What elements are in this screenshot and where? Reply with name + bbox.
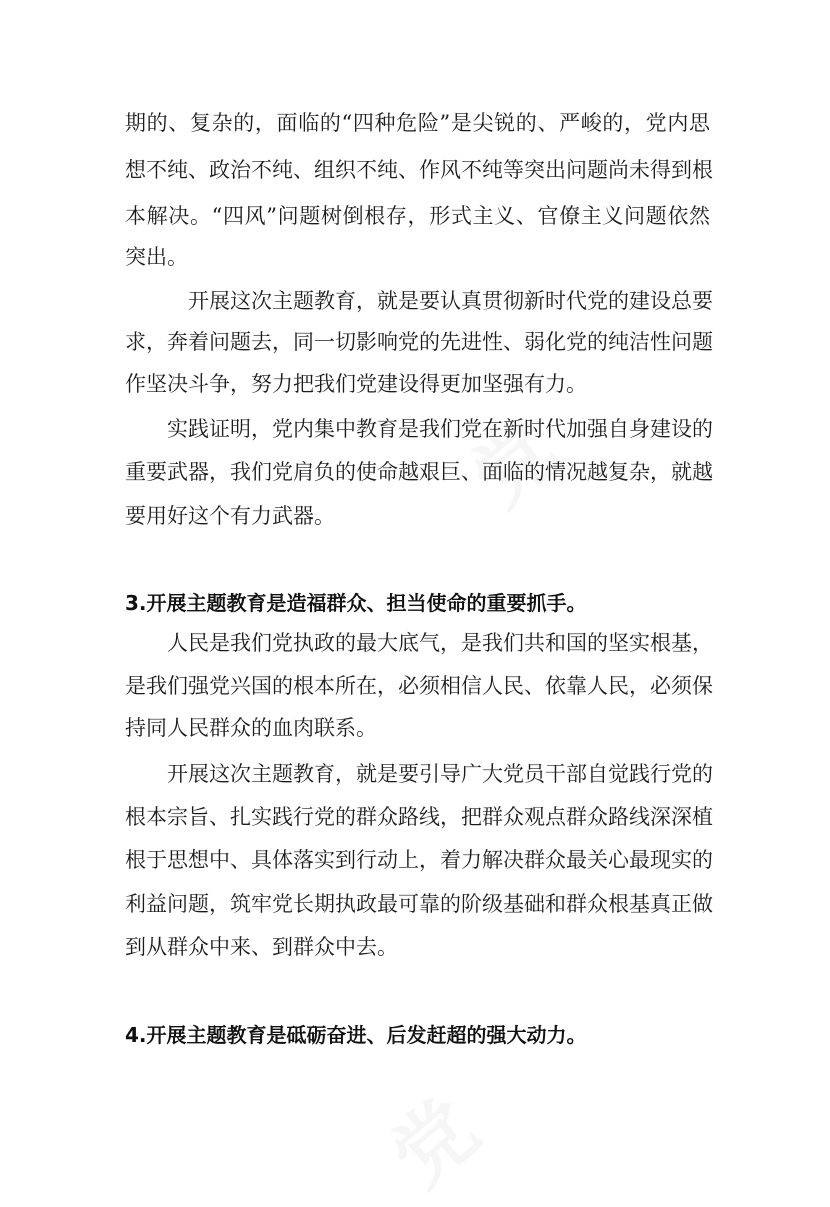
paragraph-line: 根本宗旨、扎实践行党的群众路线，把群众观点群众路线深深植 — [125, 805, 713, 829]
paragraph-line: 求，奔着问题去，同一切影响党的先进性、弱化党的纯洁性问题 — [125, 330, 713, 354]
paragraph-line: 到从群众中来、到群众中去。 — [125, 935, 398, 959]
section-heading-3: 3.开展主题教育是造福群众、担当使命的重要抓手。 — [125, 591, 587, 615]
paragraph-line: 是我们强党兴国的根本所在，必须相信人民、依靠人民，必须保 — [125, 674, 713, 698]
paragraph-line: 想不纯、政治不纯、组织不纯、作风不纯等突出问题尚未得到根 — [125, 158, 713, 182]
paragraph-line: 重要武器，我们党肩负的使命越艰巨、面临的情况越复杂，就越 — [125, 460, 713, 484]
paragraph-line: 作坚决斗争，努力把我们党建设得更加坚强有力。 — [125, 372, 587, 396]
paragraph-line: 实践证明，党内集中教育是我们党在新时代加强自身建设的 — [167, 417, 713, 441]
section-heading-4: 4.开展主题教育是砥砺奋进、后发赶超的强大动力。 — [125, 1023, 587, 1047]
paragraph-line: 期的、复杂的，面临的“四种危险”是尖锐的、严峻的，党内思 — [125, 111, 710, 135]
paragraph-line: 要用好这个有力武器。 — [125, 504, 335, 528]
paragraph-line: 突出。 — [125, 245, 188, 269]
paragraph-line: 利益问题，筑牢党长期执政最可靠的阶级基础和群众根基真正做 — [125, 892, 713, 916]
watermark-bottom — [362, 1068, 497, 1207]
paragraph-line: 人民是我们党执政的最大底气，是我们共和国的坚实根基， — [167, 631, 713, 655]
paragraph-line: 开展这次主题教育，就是要引导广大党员干部自觉践行党的 — [167, 762, 713, 786]
paragraph-line: 根于思想中、具体落实到行动上，着力解决群众最关心最现实的 — [125, 848, 713, 872]
paragraph-line: 开展这次主题教育，就是要认真贯彻新时代党的建设总要 — [188, 289, 713, 313]
paragraph-line: 持同人民群众的血肉联系。 — [125, 716, 377, 740]
paragraph-line: 本解决。“四风”问题树倒根存，形式主义、官僚主义问题依然 — [125, 204, 710, 228]
